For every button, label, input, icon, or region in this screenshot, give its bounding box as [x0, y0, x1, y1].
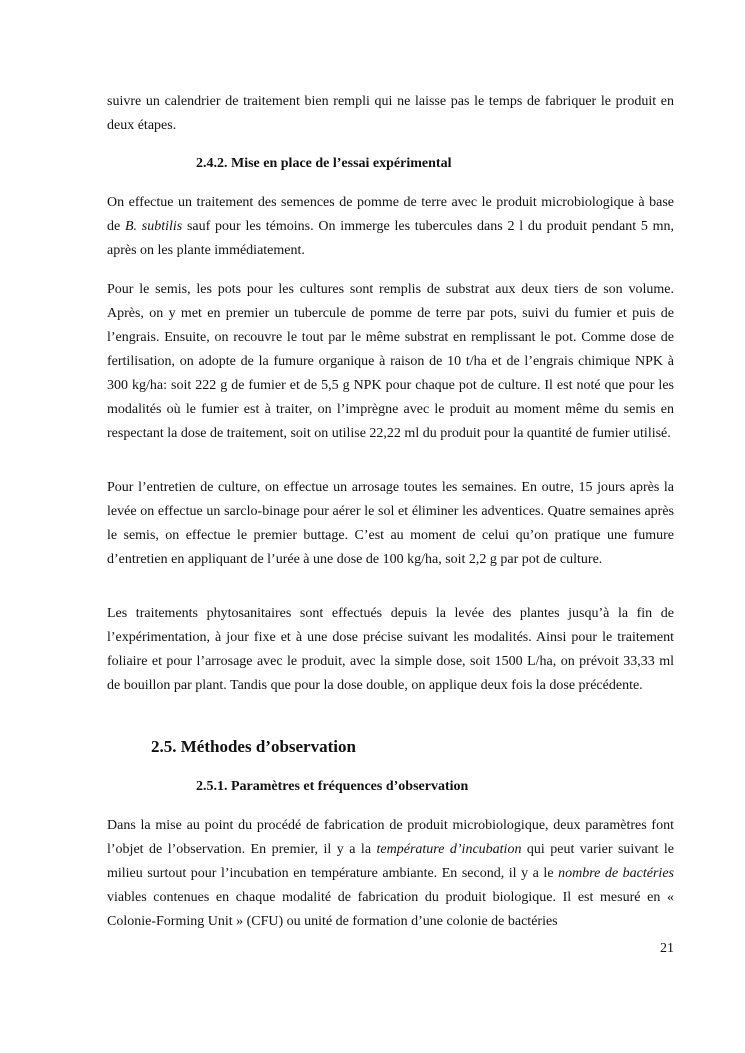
- section-heading-2-5-1: 2.5.1. Paramètres et fréquences d’observation: [196, 779, 469, 794]
- paragraph-observation-parameters: [107, 814, 674, 934]
- page-number: 21: [660, 941, 674, 956]
- paragraph-text: viables contenues en chaque modalité de fabrication du produit biologique. Il est mesuré en « Colonie-Forming Unit » (CFU) ou unité de formation d’une colonie de bactéries: [107, 890, 674, 929]
- paragraph-text: qui peut varier suivant le milieu surtout pour l’incubation en température ambiante. En second, il y a le: [107, 842, 675, 881]
- section-heading-2-5: 2.5. Méthodes d’observation: [151, 737, 356, 756]
- paragraph-crop-maintenance: Pour l’entretien de culture, on effectue un arrosage toutes les semaines. En outre, 15 jours après la levée on effectue un sarclo-binage pour aérer le sol et éliminer les adventices. Quatre semaines après le semis, on effectue le premier buttage. C’est au moment de celui qu’on pratique une fumure d’entretien en appliquant de l’urée à une dose de 100 kg/ha, soit 2,2 g par pot de culture.: [107, 480, 674, 567]
- paragraph-text: Dans la mise au point du procédé de fabrication de produit microbiologique, deux paramètres font l’objet de l’observation. En premier, il y a la: [107, 818, 674, 857]
- paragraph-intro: suivre un calendrier de traitement bien rempli qui ne laisse pas le temps de fabriquer le produit en deux étapes.: [107, 94, 674, 133]
- section-heading-2-4-2: 2.4.2. Mise en place de l’essai expérimental: [196, 156, 452, 171]
- paragraph-text: sauf pour les témoins. On immerge les tubercules dans 2 l du produit pendant 5 mn, après on les plante immédiatement.: [107, 219, 674, 258]
- species-name: B. subtilis: [124, 219, 183, 234]
- paragraph-text: On effectue un traitement des semences de pomme de terre avec le produit microbiologique à base de: [107, 195, 674, 234]
- emphasis-bacteria-count: nombre de bactéries: [558, 866, 674, 881]
- paragraph-seed-treatment: [107, 191, 674, 263]
- emphasis-incubation-temperature: température d’incubation: [376, 842, 522, 857]
- paragraph-sowing: Pour le semis, les pots pour les cultures sont remplis de substrat aux deux tiers de son volume. Après, on y met en premier un tubercule de pomme de terre par pots, suivi du fumier et puis de l’engrais. Ensuite, on recouvre le tout par le même substrat en remplissant le pot. Comme dose de fertilisation, on adopte de la fumure organique à raison de 10 t/ha et de l’engrais chimique NPK à 300 kg/ha: soit 222 g de fumier et de 5,5 g NPK pour chaque pot de culture. Il est noté que pour les modalités où le fumier est à traiter, on l’imprègne avec le produit au moment même du semis en respectant la dose de traitement, soit on utilise 22,22 ml du produit pour la quantité de fumier utilisé.: [107, 282, 674, 441]
- paragraph-phytosanitary: Les traitements phytosanitaires sont effectués depuis la levée des plantes jusqu’à la fin de l’expérimentation, à jour fixe et à une dose précise suivant les modalités. Ainsi pour le traitement foliaire et pour l’arrosage avec le produit, avec la simple dose, soit 1500 L/ha, on prévoit 33,33 ml de bouillon par plant. Tandis que pour la dose double, on applique deux fois la dose précédente.: [107, 606, 674, 693]
